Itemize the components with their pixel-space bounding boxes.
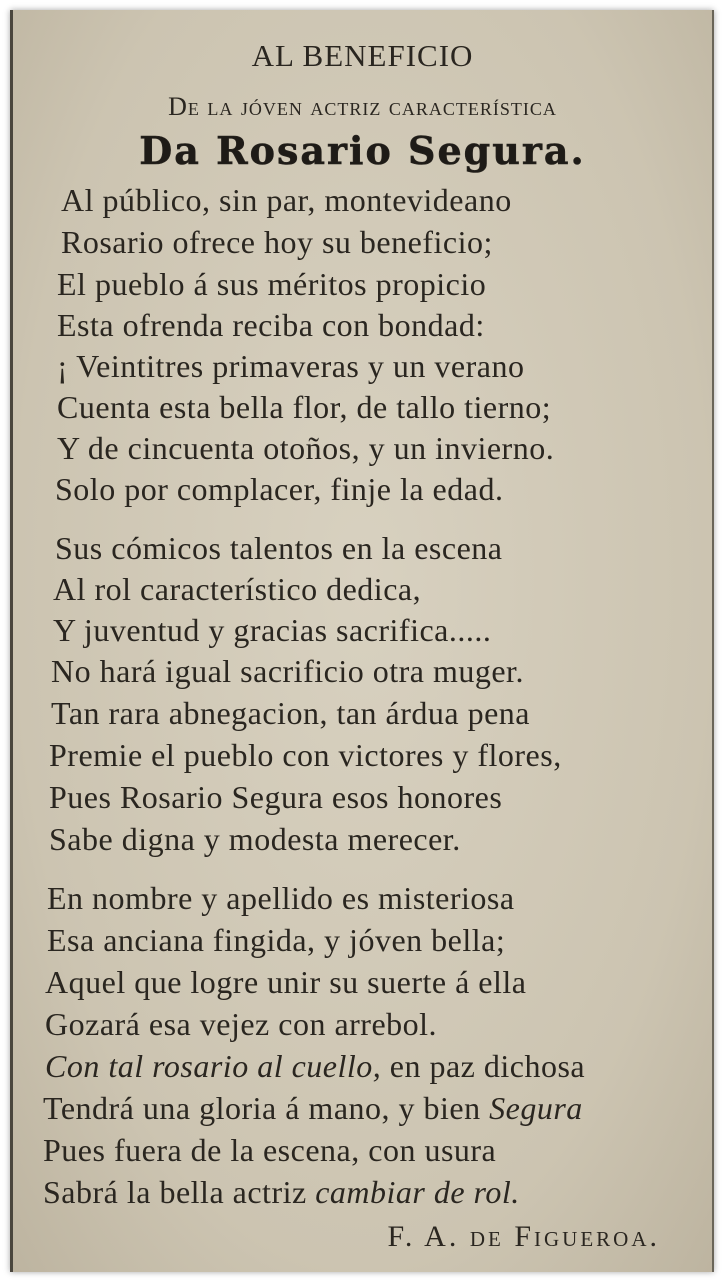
poem-heading: AL BENEFICIO bbox=[251, 38, 474, 73]
verse-line: Pues Rosario Segura esos honores bbox=[49, 779, 503, 815]
verse-line bbox=[43, 1090, 583, 1127]
verse-line: Esta ofrenda reciba con bondad: bbox=[57, 307, 485, 343]
verse-line: Esa anciana fingida, y jóven bella; bbox=[47, 922, 506, 958]
verse-line: El pueblo á sus méritos propicio bbox=[57, 266, 487, 302]
actress-name: Da Rosario Segura. bbox=[139, 128, 586, 173]
poem-subheading: De la jóven actriz característica bbox=[168, 92, 557, 121]
verse-line: Sus cómicos talentos en la escena bbox=[55, 530, 503, 566]
verse-line: No hará igual sacrificio otra muger. bbox=[51, 653, 524, 689]
verse-line: Al rol característico dedica, bbox=[53, 571, 422, 607]
verse-line: ¡ Veintitres primaveras y un verano bbox=[57, 348, 525, 384]
verse-line bbox=[43, 1174, 520, 1211]
verse-italic-phrase: cambiar de rol. bbox=[315, 1174, 520, 1210]
verse-line: Y juventud y gracias sacrifica..... bbox=[53, 612, 492, 648]
verse-line: Al público, sin par, montevideano bbox=[61, 182, 512, 218]
verse-line: Aquel que logre unir su suerte á ella bbox=[45, 964, 527, 1000]
verse-phrase: en paz dichosa bbox=[381, 1048, 586, 1084]
newspaper-clipping bbox=[10, 10, 714, 1272]
verse-italic-phrase: Con tal rosario al cuello, bbox=[45, 1048, 382, 1084]
verse-line: Pues fuera de la escena, con usura bbox=[43, 1132, 497, 1168]
verse-line: Rosario ofrece hoy su beneficio; bbox=[61, 224, 493, 260]
verse-phrase: Sabrá la bella actriz bbox=[43, 1174, 316, 1210]
verse-line: En nombre y apellido es misteriosa bbox=[47, 880, 515, 916]
verse-line: Sabe digna y modesta merecer. bbox=[49, 821, 461, 857]
verse-line: Solo por complacer, finje la edad. bbox=[55, 471, 504, 507]
verse-line bbox=[45, 1048, 585, 1085]
verse-line: Gozará esa vejez con arrebol. bbox=[45, 1006, 438, 1042]
verse-line: Cuenta esta bella flor, de tallo tierno; bbox=[57, 389, 552, 425]
verse-italic-phrase: Segura bbox=[489, 1090, 583, 1126]
verse-line: Tan rara abnegacion, tan árdua pena bbox=[51, 695, 530, 731]
verse-phrase: Tendrá una gloria á mano, y bien bbox=[43, 1090, 490, 1126]
author-signature: F. A. de Figueroa. bbox=[387, 1220, 660, 1253]
verse-line: Premie el pueblo con victores y flores, bbox=[49, 737, 562, 773]
verse-line: Y de cincuenta otoños, y un invierno. bbox=[57, 430, 555, 466]
